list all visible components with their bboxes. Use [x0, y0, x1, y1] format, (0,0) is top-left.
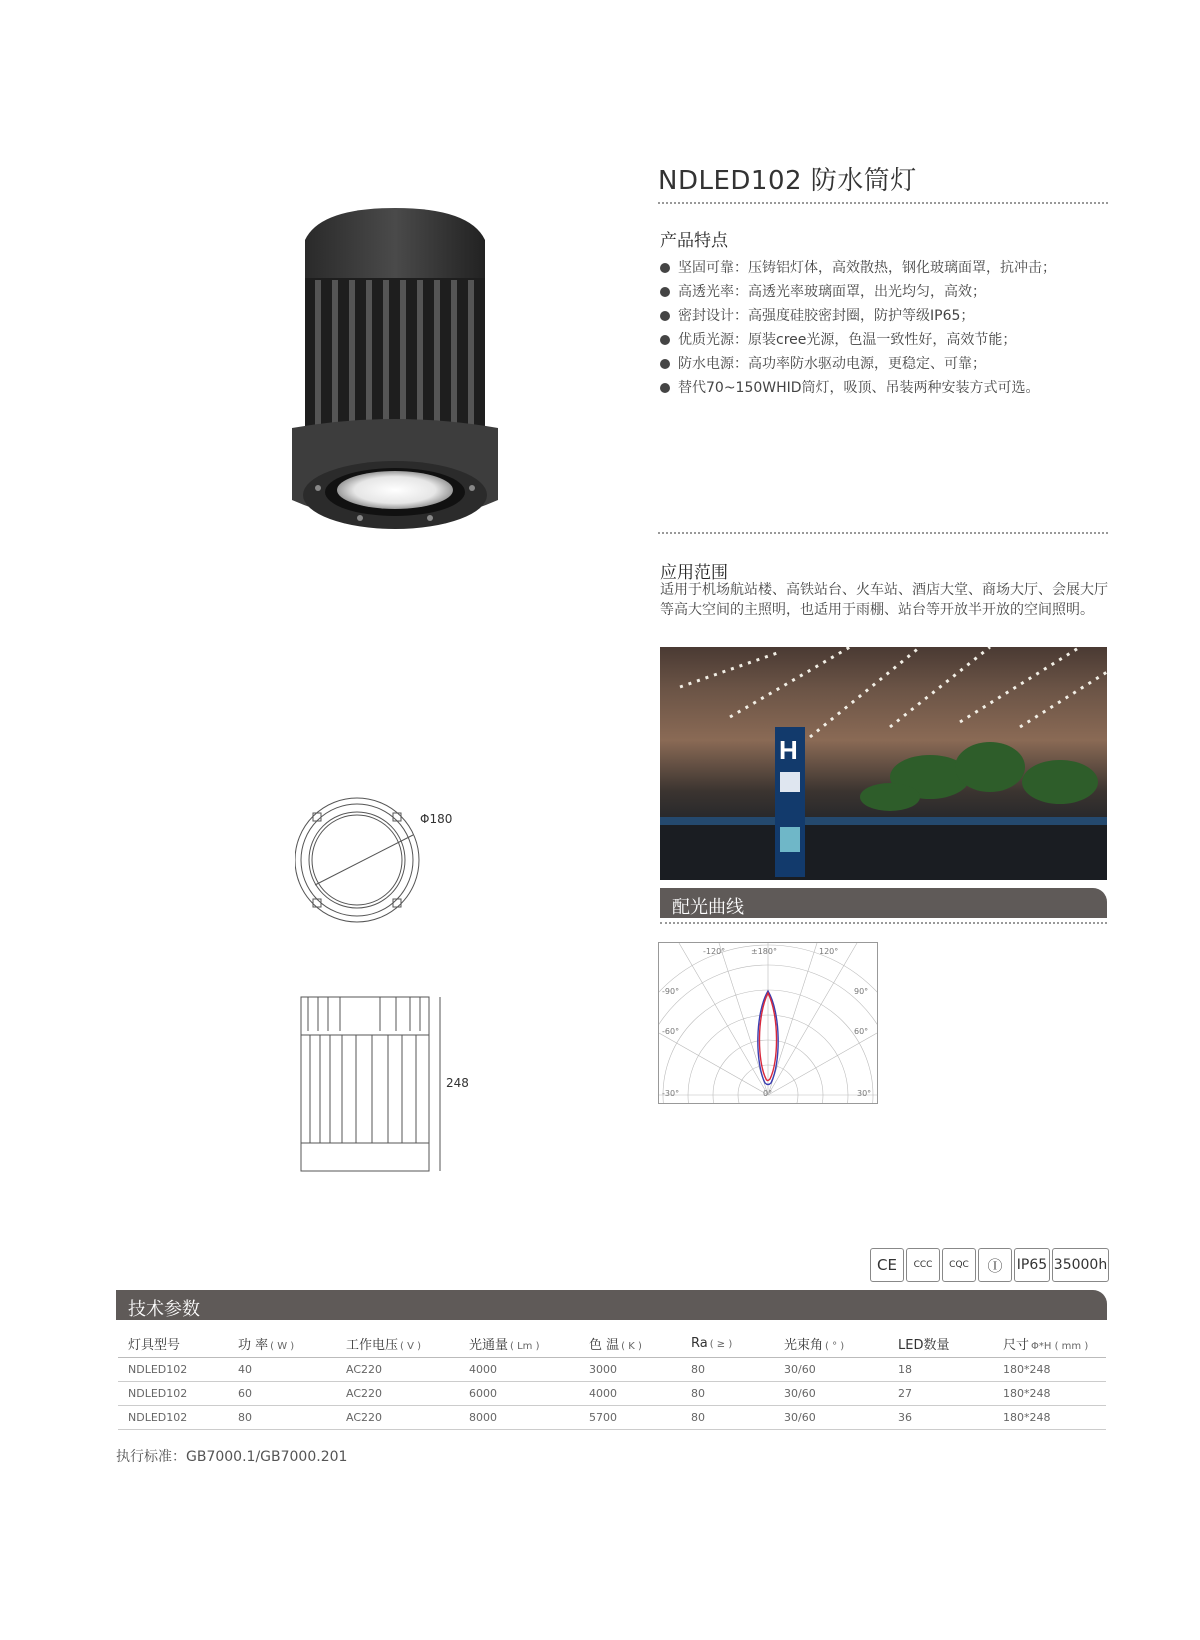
polar-diagram [658, 942, 878, 1104]
polar-label: 90° [854, 987, 869, 996]
cell: 80 [681, 1358, 774, 1382]
features-heading: 产品特点 [660, 231, 728, 251]
page-title: NDLED102 防水筒灯 [658, 166, 917, 196]
polar-label: -60° [662, 1027, 680, 1036]
table-row [118, 1382, 1106, 1406]
col-header: 功 率 ( W ) [228, 1328, 336, 1358]
light-curve-heading: 配光曲线 [672, 897, 744, 918]
side-view-drawing [300, 995, 450, 1175]
cell: AC220 [336, 1358, 459, 1382]
feature-item: 密封设计：高强度硅胶密封圈，防护等级IP65； [660, 304, 1056, 328]
polar-label: 30° [857, 1089, 872, 1098]
specs-bar [116, 1290, 1107, 1320]
cell: 30/60 [774, 1406, 888, 1430]
cell: AC220 [336, 1382, 459, 1406]
cell: 3000 [579, 1358, 681, 1382]
ccc-mark-icon: CCC [906, 1248, 940, 1282]
specs-heading: 技术参数 [128, 1299, 200, 1320]
ip65-badge: IP65 [1014, 1248, 1050, 1282]
col-header: 光通量 ( Lm ) [459, 1328, 579, 1358]
title-divider [658, 202, 1108, 204]
cell: 80 [681, 1382, 774, 1406]
light-curve-bar [660, 888, 1107, 918]
col-header: 工作电压 ( V ) [336, 1328, 459, 1358]
features-list [660, 256, 1056, 400]
col-header: 尺寸 Φ*H ( mm ) [993, 1328, 1106, 1358]
application-heading: 应用范围 [660, 563, 728, 583]
product-photo [280, 200, 510, 550]
feature-item: 坚固可靠：压铸铝灯体，高效散热，钢化玻璃面罩，抗冲击； [660, 256, 1056, 280]
col-header: 色 温 ( K ) [579, 1328, 681, 1358]
col-header: LED数量 [888, 1328, 993, 1358]
cell: AC220 [336, 1406, 459, 1430]
cell: 80 [681, 1406, 774, 1430]
cell: 18 [888, 1358, 993, 1382]
table-header-row [118, 1328, 1106, 1358]
section-divider [658, 532, 1108, 534]
polar-label: 60° [854, 1027, 869, 1036]
cell: 180*248 [993, 1382, 1106, 1406]
safety-class-icon: Ⓘ [978, 1248, 1012, 1282]
diameter-label: Φ180 [420, 812, 453, 826]
table-row [118, 1406, 1106, 1430]
cell: 8000 [459, 1406, 579, 1430]
cell: 4000 [579, 1382, 681, 1406]
cell: 27 [888, 1382, 993, 1406]
height-label: 248 [446, 1076, 469, 1090]
application-photo [660, 647, 1107, 880]
col-header: 光束角 ( ° ) [774, 1328, 888, 1358]
application-text: 适用于机场航站楼、高铁站台、火车站、酒店大堂、商场大厅、会展大厅等高大空间的主照明，也适用于雨棚、站台等开放半开放的空间照明。 [660, 582, 1108, 618]
lifetime-badge: 35000h [1052, 1248, 1109, 1282]
cell: NDLED102 [118, 1358, 228, 1382]
cell: 30/60 [774, 1358, 888, 1382]
feature-item: 替代70~150WHID筒灯，吸顶、吊装两种安装方式可选。 [660, 376, 1056, 400]
cell: 80 [228, 1406, 336, 1430]
specs-table [118, 1328, 1106, 1430]
feature-item: 高透光率：高透光率玻璃面罩，出光均匀，高效； [660, 280, 1056, 304]
cell: NDLED102 [118, 1382, 228, 1406]
col-header: Ra ( ≥ ) [681, 1328, 774, 1358]
cell: 180*248 [993, 1358, 1106, 1382]
cell: 180*248 [993, 1406, 1106, 1430]
standard-note: 执行标准：GB7000.1/GB7000.201 [116, 1449, 348, 1465]
cell: 36 [888, 1406, 993, 1430]
polar-label: 120° [819, 947, 839, 956]
cell: 40 [228, 1358, 336, 1382]
cell: 6000 [459, 1382, 579, 1406]
polar-label: -120° [703, 947, 726, 956]
feature-item: 优质光源：原装cree光源，色温一致性好，高效节能； [660, 328, 1056, 352]
photo-sign-letter: H [779, 735, 798, 765]
polar-label: ±180° [751, 947, 777, 956]
polar-label: 0° [763, 1089, 773, 1098]
cell: 4000 [459, 1358, 579, 1382]
cqc-mark-icon: CQC [942, 1248, 976, 1282]
top-view-drawing [295, 795, 435, 925]
table-row [118, 1358, 1106, 1382]
polar-label: -30° [662, 1089, 680, 1098]
cell: 30/60 [774, 1382, 888, 1406]
cell: NDLED102 [118, 1406, 228, 1430]
feature-item: 防水电源：高功率防水驱动电源，更稳定、可靠； [660, 352, 1056, 376]
bar-divider [660, 922, 1107, 924]
col-header: 灯具型号 [118, 1328, 228, 1358]
ce-mark-icon: CE [870, 1248, 904, 1282]
cell: 60 [228, 1382, 336, 1406]
cell: 5700 [579, 1406, 681, 1430]
polar-label: -90° [662, 987, 680, 996]
